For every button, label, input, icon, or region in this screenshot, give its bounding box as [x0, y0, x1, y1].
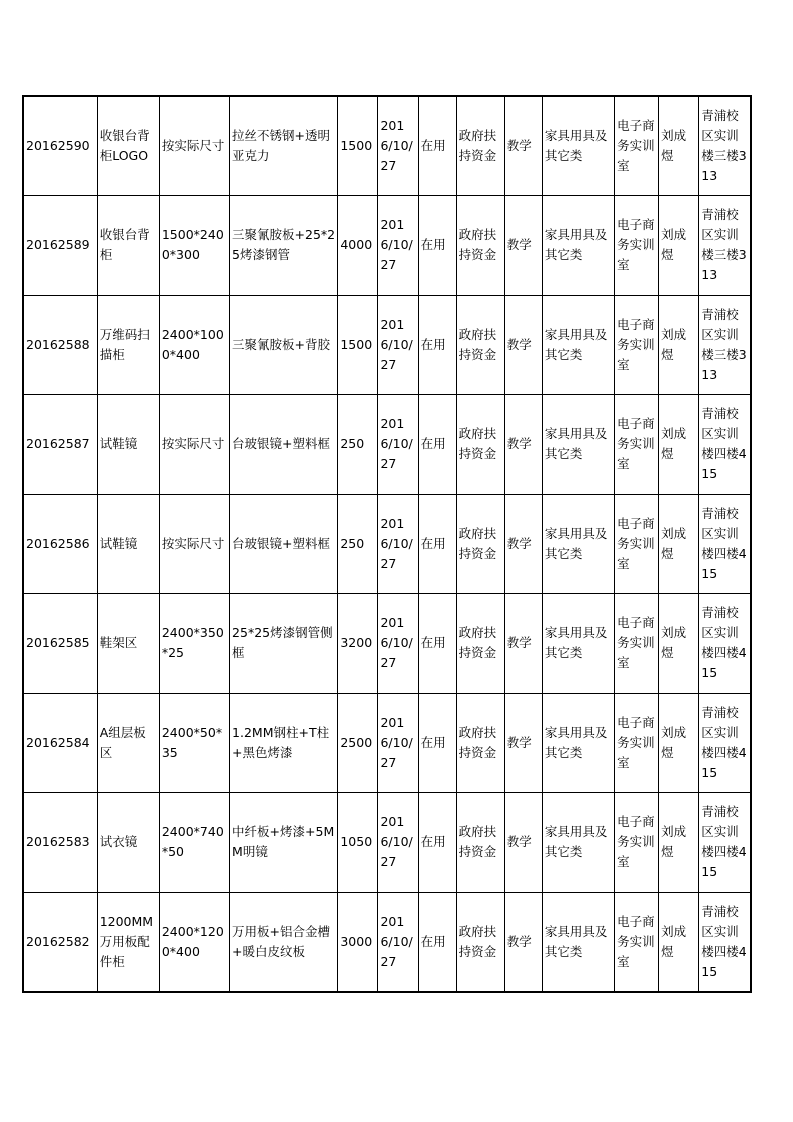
asset-name-cell: 试衣镜 [97, 793, 159, 893]
price-cell: 4000 [338, 196, 378, 296]
fund-source-cell: 政府扶持资金 [456, 295, 504, 395]
usage-cell: 教学 [504, 295, 542, 395]
size-cell: 按实际尺寸 [159, 395, 229, 495]
usage-cell: 教学 [504, 395, 542, 495]
location-cell: 青浦校区实训楼四楼415 [699, 594, 751, 694]
department-cell: 电子商务实训室 [615, 793, 659, 893]
department-cell: 电子商务实训室 [615, 693, 659, 793]
date-cell: 2016/10/27 [378, 594, 418, 694]
table-row [23, 196, 751, 296]
status-cell: 在用 [418, 196, 456, 296]
price-cell: 3000 [338, 892, 378, 992]
asset-name-cell: 1200MM万用板配件柜 [97, 892, 159, 992]
size-cell: 按实际尺寸 [159, 96, 229, 196]
asset-id-cell: 20162584 [23, 693, 97, 793]
usage-cell: 教学 [504, 693, 542, 793]
status-cell: 在用 [418, 693, 456, 793]
asset-name-cell: 收银台背柜 [97, 196, 159, 296]
price-cell: 3200 [338, 594, 378, 694]
custodian-cell: 刘成煜 [659, 196, 699, 296]
fund-source-cell: 政府扶持资金 [456, 96, 504, 196]
location-cell: 青浦校区实训楼三楼313 [699, 96, 751, 196]
status-cell: 在用 [418, 96, 456, 196]
asset-name-cell: 收银台背柜LOGO [97, 96, 159, 196]
fund-source-cell: 政府扶持资金 [456, 892, 504, 992]
date-cell: 2016/10/27 [378, 295, 418, 395]
price-cell: 1500 [338, 96, 378, 196]
asset-id-cell: 20162589 [23, 196, 97, 296]
department-cell: 电子商务实训室 [615, 594, 659, 694]
size-cell: 2400*1000*400 [159, 295, 229, 395]
asset-name-cell: 试鞋镜 [97, 494, 159, 594]
date-cell: 2016/10/27 [378, 793, 418, 893]
size-cell: 2400*350*25 [159, 594, 229, 694]
date-cell: 2016/10/27 [378, 395, 418, 495]
material-cell: 台玻银镜+塑料框 [230, 395, 338, 495]
status-cell: 在用 [418, 892, 456, 992]
date-cell: 2016/10/27 [378, 494, 418, 594]
location-cell: 青浦校区实训楼四楼415 [699, 693, 751, 793]
table-row [23, 693, 751, 793]
category-cell: 家具用具及其它类 [542, 494, 614, 594]
location-cell: 青浦校区实训楼四楼415 [699, 793, 751, 893]
asset-name-cell: 万维码扫描柜 [97, 295, 159, 395]
size-cell: 2400*50*35 [159, 693, 229, 793]
table-row [23, 892, 751, 992]
size-cell: 2400*1200*400 [159, 892, 229, 992]
usage-cell: 教学 [504, 892, 542, 992]
location-cell: 青浦校区实训楼四楼415 [699, 892, 751, 992]
custodian-cell: 刘成煜 [659, 295, 699, 395]
fund-source-cell: 政府扶持资金 [456, 395, 504, 495]
asset-id-cell: 20162582 [23, 892, 97, 992]
department-cell: 电子商务实训室 [615, 295, 659, 395]
material-cell: 万用板+铝合金槽+暖白皮纹板 [230, 892, 338, 992]
asset-id-cell: 20162585 [23, 594, 97, 694]
location-cell: 青浦校区实训楼三楼313 [699, 295, 751, 395]
location-cell: 青浦校区实训楼四楼415 [699, 395, 751, 495]
size-cell: 按实际尺寸 [159, 494, 229, 594]
category-cell: 家具用具及其它类 [542, 295, 614, 395]
status-cell: 在用 [418, 793, 456, 893]
department-cell: 电子商务实训室 [615, 96, 659, 196]
material-cell: 三聚氰胺板+背胶 [230, 295, 338, 395]
table-row [23, 395, 751, 495]
status-cell: 在用 [418, 295, 456, 395]
usage-cell: 教学 [504, 594, 542, 694]
category-cell: 家具用具及其它类 [542, 395, 614, 495]
asset-id-cell: 20162583 [23, 793, 97, 893]
location-cell: 青浦校区实训楼四楼415 [699, 494, 751, 594]
category-cell: 家具用具及其它类 [542, 594, 614, 694]
size-cell: 1500*2400*300 [159, 196, 229, 296]
custodian-cell: 刘成煜 [659, 793, 699, 893]
table-row [23, 96, 751, 196]
custodian-cell: 刘成煜 [659, 594, 699, 694]
usage-cell: 教学 [504, 793, 542, 893]
material-cell: 25*25烤漆钢管侧框 [230, 594, 338, 694]
asset-id-cell: 20162587 [23, 395, 97, 495]
table-body [23, 96, 751, 992]
price-cell: 1050 [338, 793, 378, 893]
location-cell: 青浦校区实训楼三楼313 [699, 196, 751, 296]
asset-name-cell: 鞋架区 [97, 594, 159, 694]
material-cell: 三聚氰胺板+25*25烤漆钢管 [230, 196, 338, 296]
usage-cell: 教学 [504, 96, 542, 196]
fund-source-cell: 政府扶持资金 [456, 793, 504, 893]
category-cell: 家具用具及其它类 [542, 892, 614, 992]
asset-id-cell: 20162586 [23, 494, 97, 594]
material-cell: 拉丝不锈钢+透明亚克力 [230, 96, 338, 196]
fund-source-cell: 政府扶持资金 [456, 494, 504, 594]
fund-source-cell: 政府扶持资金 [456, 594, 504, 694]
material-cell: 台玻银镜+塑料框 [230, 494, 338, 594]
table-row [23, 594, 751, 694]
category-cell: 家具用具及其它类 [542, 196, 614, 296]
material-cell: 中纤板+烤漆+5MM明镜 [230, 793, 338, 893]
asset-id-cell: 20162588 [23, 295, 97, 395]
size-cell: 2400*740*50 [159, 793, 229, 893]
price-cell: 250 [338, 395, 378, 495]
custodian-cell: 刘成煜 [659, 494, 699, 594]
usage-cell: 教学 [504, 196, 542, 296]
status-cell: 在用 [418, 395, 456, 495]
date-cell: 2016/10/27 [378, 196, 418, 296]
table-row [23, 793, 751, 893]
table-row [23, 295, 751, 395]
custodian-cell: 刘成煜 [659, 892, 699, 992]
status-cell: 在用 [418, 494, 456, 594]
table-row [23, 494, 751, 594]
price-cell: 2500 [338, 693, 378, 793]
fund-source-cell: 政府扶持资金 [456, 693, 504, 793]
asset-name-cell: A组层板区 [97, 693, 159, 793]
date-cell: 2016/10/27 [378, 892, 418, 992]
price-cell: 1500 [338, 295, 378, 395]
asset-table [22, 95, 752, 993]
asset-name-cell: 试鞋镜 [97, 395, 159, 495]
asset-id-cell: 20162590 [23, 96, 97, 196]
custodian-cell: 刘成煜 [659, 96, 699, 196]
price-cell: 250 [338, 494, 378, 594]
custodian-cell: 刘成煜 [659, 693, 699, 793]
date-cell: 2016/10/27 [378, 693, 418, 793]
category-cell: 家具用具及其它类 [542, 96, 614, 196]
department-cell: 电子商务实训室 [615, 494, 659, 594]
department-cell: 电子商务实训室 [615, 196, 659, 296]
usage-cell: 教学 [504, 494, 542, 594]
department-cell: 电子商务实训室 [615, 395, 659, 495]
category-cell: 家具用具及其它类 [542, 693, 614, 793]
date-cell: 2016/10/27 [378, 96, 418, 196]
status-cell: 在用 [418, 594, 456, 694]
department-cell: 电子商务实训室 [615, 892, 659, 992]
material-cell: 1.2MM钢柱+T柱+黑色烤漆 [230, 693, 338, 793]
category-cell: 家具用具及其它类 [542, 793, 614, 893]
custodian-cell: 刘成煜 [659, 395, 699, 495]
fund-source-cell: 政府扶持资金 [456, 196, 504, 296]
